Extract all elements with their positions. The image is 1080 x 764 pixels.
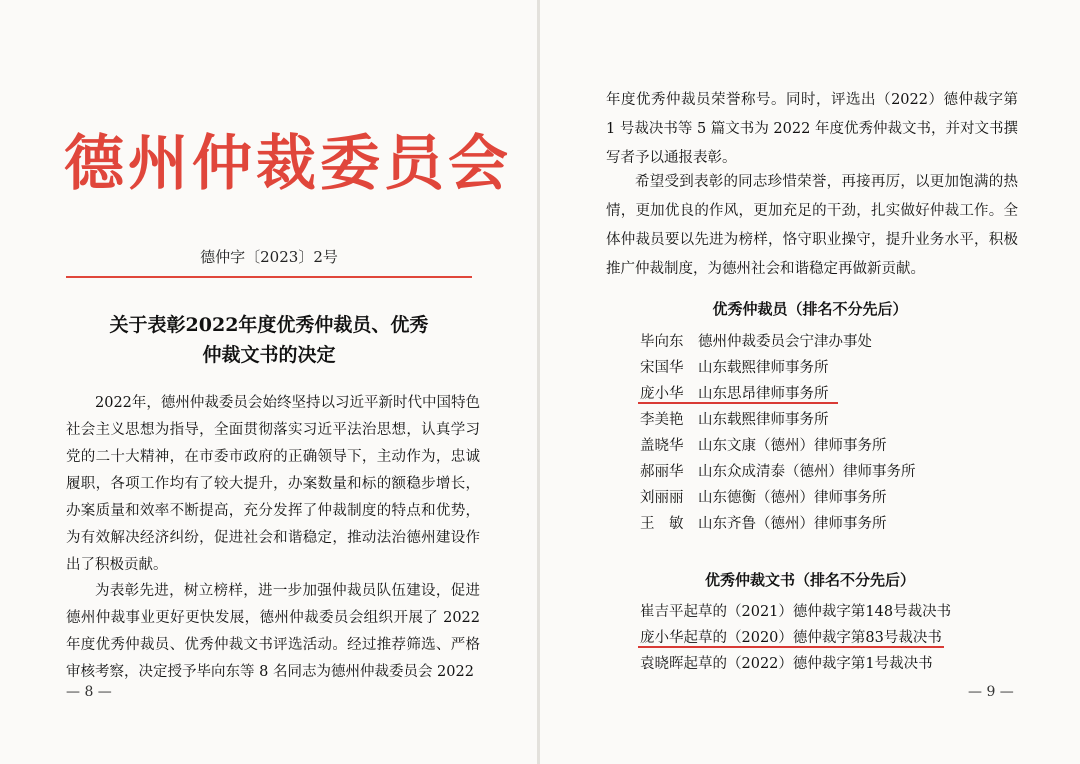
doc-title-line-1: 关于表彰2022年度优秀仲裁员、优秀	[109, 314, 429, 336]
document-row: 崔吉平起草的（2021）德仲裁字第148号裁决书	[640, 604, 952, 620]
arbitrator-org: 山东思昂律师事务所	[698, 386, 829, 402]
right-page	[540, 0, 1080, 764]
right-paragraph-2	[606, 168, 1018, 284]
arbitrator-row	[640, 330, 1020, 356]
highlight-underline-document	[638, 646, 944, 648]
arbitrator-org: 山东文康（德州）律师事务所	[698, 438, 887, 454]
doc-number: 德仲字〔2023〕2号	[200, 248, 338, 266]
highlight-underline-arbitrator	[638, 402, 838, 404]
arbitrator-name: 刘丽丽	[640, 490, 684, 506]
arbitrator-org: 山东众成清泰（德州）律师事务所	[698, 464, 916, 480]
arbitrator-name: 毕向东	[640, 334, 684, 350]
page-number-right: — 9 —	[968, 684, 1014, 700]
paragraph-2	[66, 578, 480, 686]
arbitrator-org: 山东载熙律师事务所	[698, 412, 829, 428]
arbitrator-name: 宋国华	[640, 360, 684, 376]
arbitrator-org: 山东德衡（德州）律师事务所	[698, 490, 887, 506]
arbitrator-org: 德州仲裁委员会宁津办事处	[698, 334, 872, 350]
header-title: 德州仲裁委员会	[64, 129, 512, 199]
arbitrators-heading: 优秀仲裁员（排名不分先后）	[712, 300, 908, 318]
arbitrator-row	[640, 486, 1020, 512]
documents-heading: 优秀仲裁文书（排名不分先后）	[704, 571, 915, 589]
doc-title-line-2: 仲裁文书的决定	[202, 344, 336, 366]
page-number-left: — 8 —	[66, 684, 112, 700]
arbitrator-org: 山东齐鲁（德州）律师事务所	[698, 516, 887, 532]
documents-list	[640, 600, 1040, 678]
paragraph-1	[66, 390, 480, 579]
arbitrator-row	[640, 512, 1020, 538]
arbitrator-name: 盖晓华	[640, 438, 684, 454]
arbitrators-list	[640, 330, 1020, 538]
doc-title	[60, 310, 478, 370]
document-row: 庞小华起草的（2020）德仲裁字第83号裁决书	[640, 630, 942, 646]
document-row: 袁晓晖起草的（2022）德仲裁字第1号裁决书	[640, 656, 933, 672]
arbitrator-row	[640, 382, 1020, 408]
arbitrator-name: 王 敏	[640, 516, 684, 532]
arbitrator-row	[640, 408, 1020, 434]
arbitrator-name: 郝丽华	[640, 464, 684, 480]
arbitrator-name: 庞小华	[640, 386, 684, 402]
left-page	[0, 0, 538, 764]
arbitrator-row	[640, 356, 1020, 382]
arbitrator-org: 山东载熙律师事务所	[698, 360, 829, 376]
right-paragraph-2-text: 希望受到表彰的同志珍惜荣誉，再接再厉，以更加饱满的热情，更加优良的作风，更加充足的干劲，扎实做好仲裁工作。全体仲裁员要以先进为榜样，恪守职业操守，提升业务水平，积极推广仲裁制度，为德州社会和谐稳定再做新贡献。	[606, 174, 1018, 277]
arbitrator-row	[640, 434, 1020, 460]
paragraph-1-text: 2022年，德州仲裁委员会始终坚持以习近平新时代中国特色社会主义思想为指导，全面贯彻落实习近平法治思想，认真学习党的二十大精神，在市委市政府的正确领导下，主动作为，忠诚履职，各项工作均有了较大提升，办案数量和标的额稳步增长，办案质量和效率不断提高，充分发挥了仲裁制度的特点和优势，为有效解决经济纠纷，促进社会和谐稳定，推动法治德州建设作出了积极贡献。	[66, 395, 480, 573]
right-paragraph-1	[606, 86, 1018, 173]
arbitrator-name: 李美艳	[640, 412, 684, 428]
right-paragraph-1-text: 年度优秀仲裁员荣誉称号。同时，评选出（2022）德仲裁字第 1 号裁决书等 5 篇文书为 2022 年度优秀仲裁文书，并对文书撰写者予以通报表彰。	[606, 92, 1018, 166]
paragraph-2-text: 为表彰先进，树立榜样，进一步加强仲裁员队伍建设，促进德州仲裁事业更好更快发展，德州仲裁委员会组织开展了 2022年度优秀仲裁员、优秀仲裁文书评选活动。经过推荐筛选、严格审核考察，决定授予毕向东等 8 名同志为德州仲裁委员会 2022	[66, 583, 480, 680]
arbitrator-row	[640, 460, 1020, 486]
red-divider	[66, 276, 472, 278]
